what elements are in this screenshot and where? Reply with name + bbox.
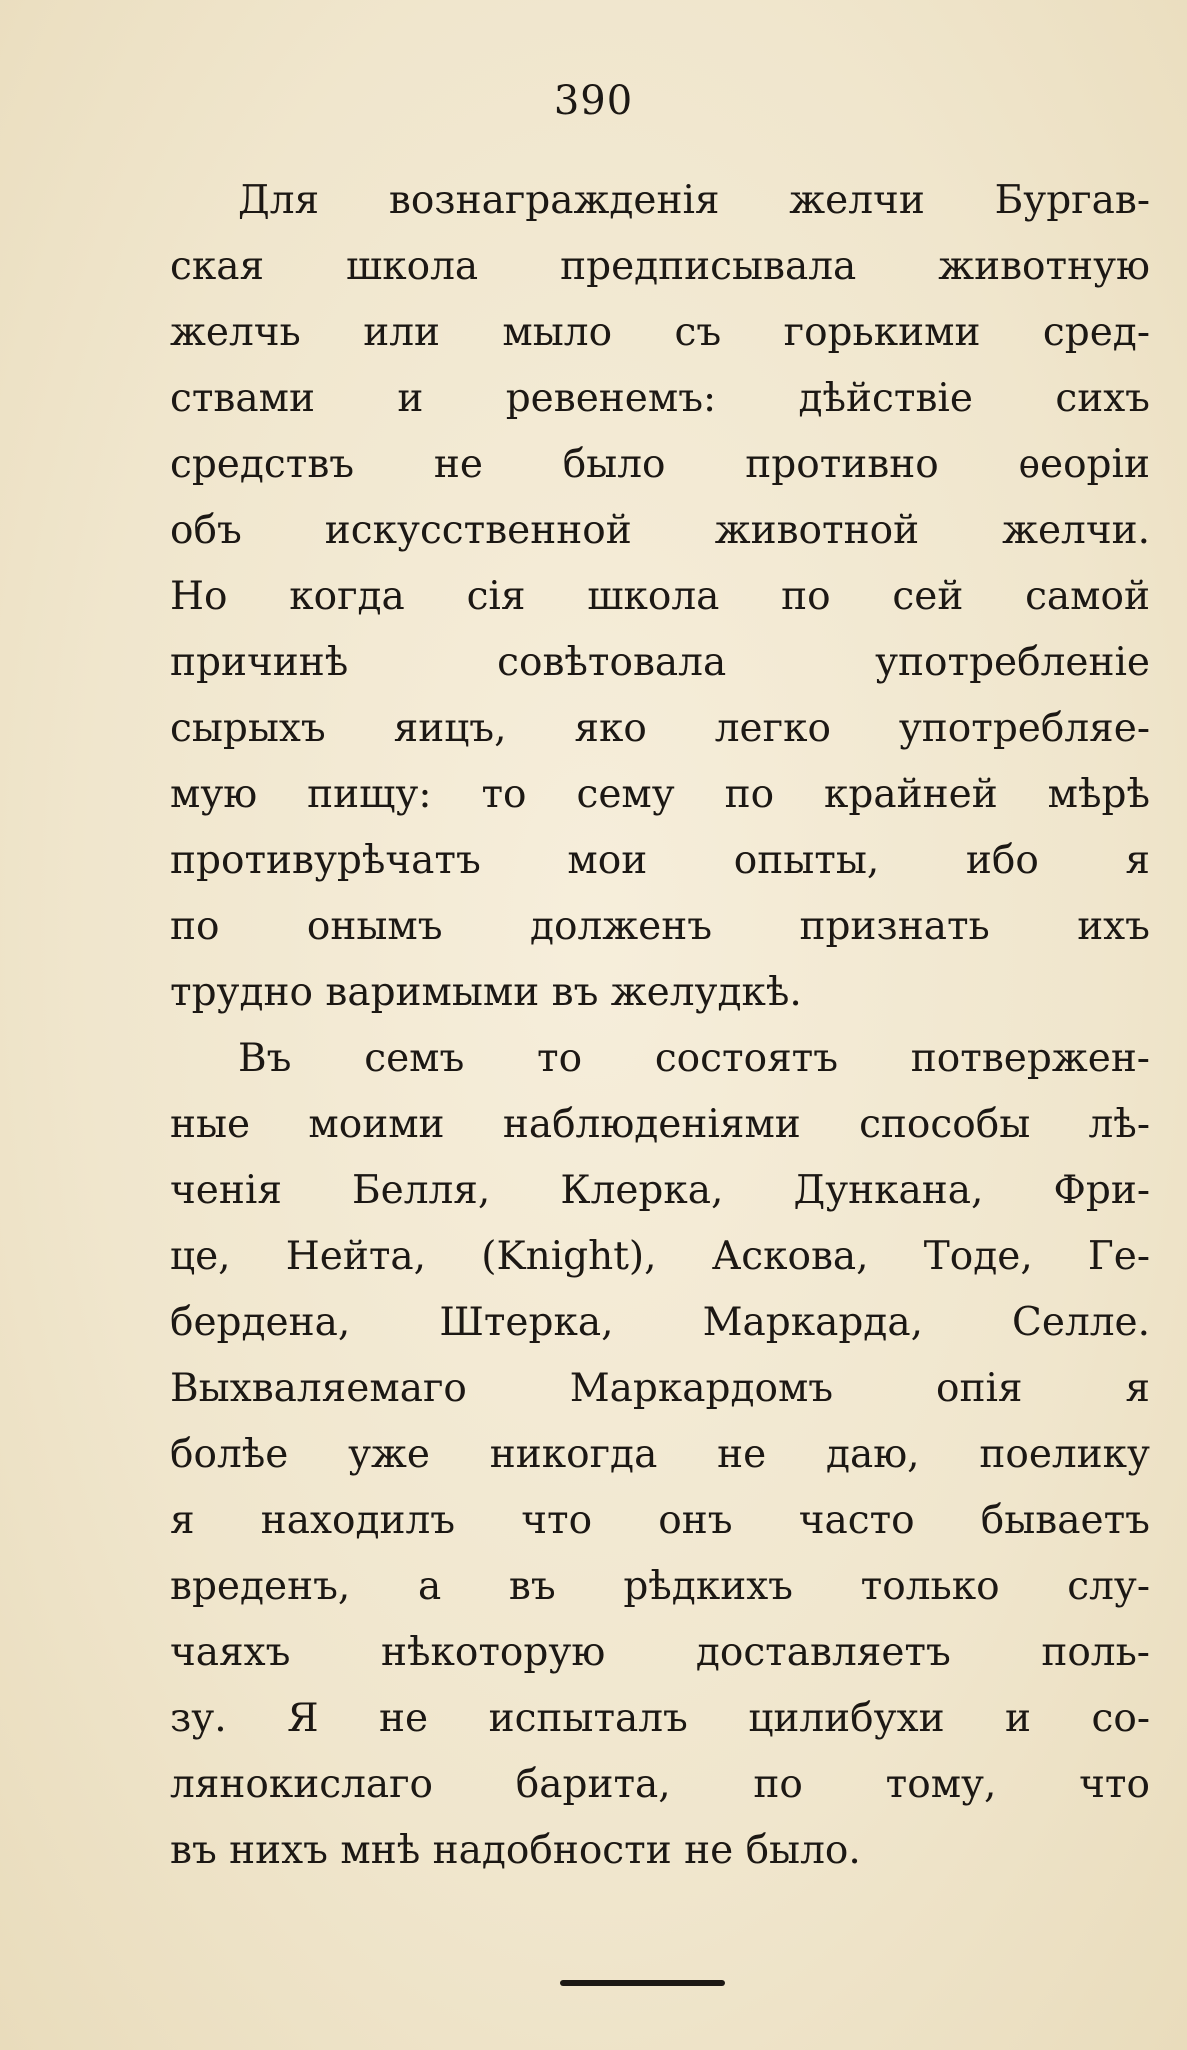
text-line: це, Нейта, (Knight), Аскова, Тоде, Ге-: [170, 1234, 1150, 1279]
text-line: чаяхъ нѣкоторую доставляетъ поль-: [170, 1630, 1150, 1675]
text-line: мую пищу: то сему по крайней мѣрѣ: [170, 772, 1150, 817]
end-rule: [560, 1980, 725, 1986]
paragraph-2: [170, 1026, 1150, 1884]
text-line: по онымъ долженъ признать ихъ: [170, 904, 1150, 949]
text-line: я находилъ что онъ часто бываетъ: [170, 1498, 1150, 1543]
text-line: ченія Белля, Клерка, Дункана, Фри-: [170, 1168, 1150, 1213]
paragraph-1: [170, 168, 1150, 1026]
text-line: ствами и ревенемъ: дѣйствіе сихъ: [170, 376, 1150, 421]
text-line: вреденъ, а въ рѣдкихъ только слу-: [170, 1564, 1150, 1609]
text-line: ская школа предписывала животную: [170, 244, 1150, 289]
text-line: Выхваляемаго Маркардомъ опія я: [170, 1366, 1150, 1411]
text-line: Для вознагражденія желчи Бургав-: [238, 178, 1150, 223]
text-line: Въ семъ то состоятъ потвержен-: [238, 1036, 1150, 1081]
text-line: лянокислаго барита, по тому, что: [170, 1762, 1150, 1807]
text-line: въ нихъ мнѣ надобности не было.: [170, 1828, 861, 1873]
text-line: причинѣ совѣтовала употребленіе: [170, 640, 1150, 685]
text-line: противурѣчатъ мои опыты, ибо я: [170, 838, 1150, 883]
text-line: болѣе уже никогда не даю, поелику: [170, 1432, 1150, 1477]
page-number: 390: [553, 78, 634, 124]
page-body: [170, 168, 1150, 1884]
text-line: объ искусственной животной желчи.: [170, 508, 1150, 553]
text-line: Но когда сія школа по сей самой: [170, 574, 1150, 619]
text-line: трудно варимыми въ желудкѣ.: [170, 970, 802, 1015]
text-line: желчь или мыло съ горькими сред-: [170, 310, 1150, 355]
text-line: сырыхъ яицъ, яко легко употребляе-: [170, 706, 1150, 751]
text-line: средствъ не было противно ѳеоріи: [170, 442, 1150, 487]
text-line: ные моими наблюденіями способы лѣ-: [170, 1102, 1150, 1147]
text-line: зу. Я не испыталъ цилибухи и со-: [170, 1696, 1150, 1741]
text-line: бердена, Штерка, Маркарда, Селле.: [170, 1300, 1150, 1345]
